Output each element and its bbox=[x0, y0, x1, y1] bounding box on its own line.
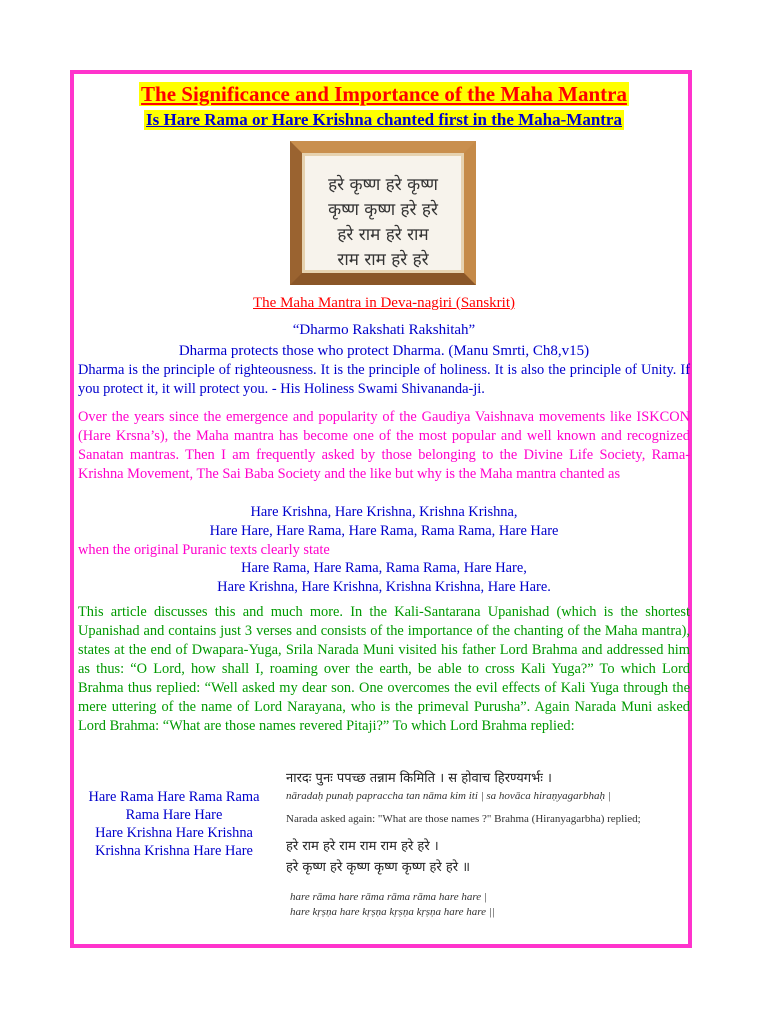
chant-line: Hare Hare, Hare Rama, Hare Rama, Rama Rama, Hare Hare bbox=[209, 523, 559, 539]
chant-line: Hare Krishna, Hare Krishna, Krishna Krishna, Hare Hare. bbox=[217, 579, 551, 595]
title-row bbox=[0, 82, 768, 106]
side-mantra-line: Hare Rama Hare Rama Rama bbox=[88, 789, 260, 805]
verse-english: Narada asked again: "What are those names ?" Brahma (Hiranyagarbha) replied; bbox=[286, 813, 641, 825]
subtitle-row bbox=[0, 110, 768, 130]
dharma-paragraph: Dharma is the principle of righteousness. It is the principle of holiness. It is also the principle of Unity. If you protect it, it will protect you. - His Holiness Swami Shivananda-ji. bbox=[78, 362, 690, 397]
quote-translation: Dharma protects those who protect Dharma. (Manu Smrti, Ch8,v15) bbox=[178, 343, 590, 359]
side-mantra-line: Rama Hare Hare bbox=[125, 807, 223, 823]
mantra-line: कृष्ण कृष्ण हरे हरे bbox=[328, 200, 438, 220]
page-title: The Significance and Importance of the Maha Mantra bbox=[141, 82, 627, 106]
side-mantra-block bbox=[76, 788, 272, 860]
verse-transliteration: hare kṛṣṇa hare kṛṣṇa kṛṣṇa kṛṣṇa hare hare || bbox=[290, 906, 495, 918]
connector-text: when the original Puranic texts clearly state bbox=[78, 542, 330, 558]
verse-devanagari: हरे कृष्ण हरे कृष्ण कृष्ण कृष्ण हरे हरे ॥ bbox=[286, 860, 471, 875]
verse-transliteration: hare rāma hare rāma rāma rāma hare hare | bbox=[290, 891, 487, 903]
chant-line: Hare Rama, Hare Rama, Rama Rama, Hare Hare, bbox=[241, 560, 527, 576]
framed-mantra-image bbox=[290, 141, 476, 285]
intro-paragraph: Over the years since the emergence and popularity of the Gaudiya Vaishnava movements like ISKCON (Hare Krsna’s), the Maha mantra has become one of the most popular and well known and recognized Sanatan mantras. Then I am frequently asked by those belonging to the Divine Life Society, Rama-Krishna Movement, The Sai Baba Society and the like but why is the Maha mantra chanted as bbox=[78, 409, 690, 482]
image-caption: The Maha Mantra in Deva-nagiri (Sanskrit) bbox=[253, 295, 515, 311]
side-mantra-line: Krishna Krishna Hare Hare bbox=[95, 843, 253, 859]
mantra-line: हरे राम हरे राम bbox=[337, 225, 429, 245]
page-subtitle: Is Hare Rama or Hare Krishna chanted first in the Maha-Mantra bbox=[146, 110, 622, 129]
sanskrit-quote: “Dharmo Rakshati Rakshitah” bbox=[292, 322, 476, 338]
upanishad-paragraph: This article discusses this and much more. In the Kali-Santarana Upanishad (which is the shortest Upanishad and contains just 3 verses and consists of the importance of the chanting of the Maha mantra), states at the end of Dwapara-Yuga, Srila Narada Muni visited his father Lord Brahma and addressed him as thus: “O Lord, how shall I, roaming over the earth, be able to cross Kali Yuga?” To which Lord Brahma thus replied: “Well asked my dear son. One overcomes the evil effects of Kali Yuga through the mere uttering of the name of Lord Narayana, who is the primeval Purusha”. Again Narada Muni asked Lord Brahma: “What are those names revered Pitaji?” To which Lord Brahma replied: bbox=[78, 604, 690, 734]
image-caption-row bbox=[0, 294, 768, 312]
mantra-line: हरे कृष्ण हरे कृष्ण bbox=[328, 175, 438, 195]
mantra-devanagari bbox=[302, 173, 464, 273]
verse-transliteration: nāradaḥ punaḥ papraccha tan nāma kim iti | sa hovāca hiraṇyagarbhaḥ | bbox=[286, 790, 611, 802]
mantra-line: राम राम हरे हरे bbox=[337, 250, 429, 270]
verse-devanagari: हरे राम हरे राम राम राम हरे हरे । bbox=[286, 839, 439, 854]
verse-devanagari: नारदः पुनः पपच्छ तन्नाम किमिति । स होवाच हिरण्यगर्भः । bbox=[286, 771, 552, 786]
chant-line: Hare Krishna, Hare Krishna, Krishna Krishna, bbox=[250, 504, 518, 520]
side-mantra-line: Hare Krishna Hare Krishna bbox=[95, 825, 253, 841]
